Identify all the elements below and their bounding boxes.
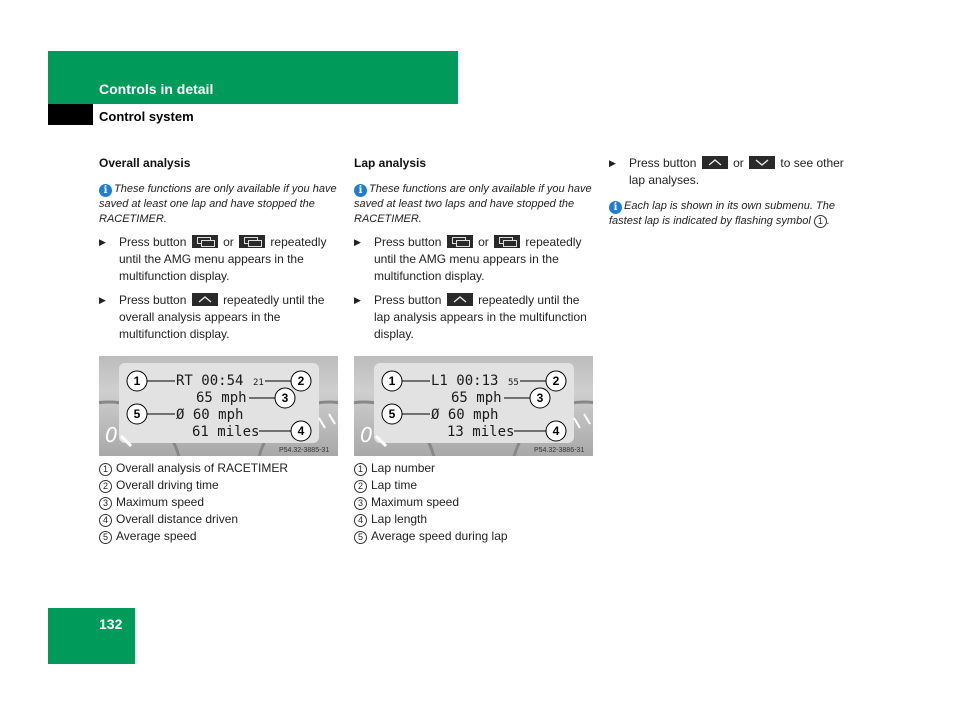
page-button-icon	[239, 235, 265, 248]
svg-text:4: 4	[552, 424, 560, 438]
callout-4	[546, 421, 566, 441]
overall-display-image	[99, 356, 338, 456]
svg-text:1: 1	[133, 374, 141, 388]
callout-5	[382, 404, 402, 424]
up-button-icon	[192, 293, 218, 306]
lap-step-2: ▶ Press button repeatedly until the lap analysis appears in the multifunction display.	[354, 293, 587, 341]
legend-item: 2 Overall driving time	[99, 477, 339, 494]
lcd-line-3: Ø 60 mph	[431, 407, 499, 423]
overall-step-1: ▶ Press button or repeatedly until the AMG menu appears in the multifunction display.	[99, 235, 327, 283]
callout-3	[530, 388, 550, 408]
figure-reference: P54.32-3886-31	[534, 447, 585, 454]
overall-analysis-title: Overall analysis	[99, 156, 191, 170]
figure-reference: P54.32-3885-31	[279, 447, 330, 454]
legend-item: 3 Maximum speed	[99, 494, 339, 511]
up-button-icon	[702, 156, 728, 169]
svg-text:3: 3	[281, 391, 289, 405]
bullet-arrow-icon: ▶	[354, 295, 361, 305]
callout-3	[275, 388, 295, 408]
callout-4	[291, 421, 311, 441]
svg-text:0: 0	[360, 423, 373, 447]
legend-item: 5 Average speed	[99, 528, 339, 545]
overall-step-2: ▶ Press button repeatedly until the overall analysis appears in the multifunction display.	[99, 293, 325, 341]
lcd-line-1-small: 55	[508, 378, 519, 388]
overall-legend	[99, 460, 339, 545]
lcd-line-1-small: 21	[253, 378, 264, 388]
overall-analysis-column	[99, 155, 339, 545]
svg-text:1: 1	[388, 374, 396, 388]
page-button-icon	[192, 235, 218, 248]
callout-5	[127, 404, 147, 424]
legend-item: 1 Overall analysis of RACETIMER	[99, 460, 339, 477]
lap-analysis-title: Lap analysis	[354, 156, 427, 170]
lap-analysis-column	[354, 155, 594, 545]
lcd-line-3: Ø 60 mph	[176, 407, 244, 423]
lcd-line-1: L1 00:13	[431, 373, 499, 389]
lcd-line-4: 61 miles	[192, 424, 260, 440]
lcd-line-2: 65 mph	[196, 390, 247, 406]
down-button-icon	[749, 156, 775, 169]
legend-item: 1 Lap number	[354, 460, 594, 477]
flashing-symbol-callout: 1	[814, 215, 827, 228]
other-laps-column	[609, 155, 851, 236]
legend-item: 2 Lap time	[354, 477, 594, 494]
legend-item: 3 Maximum speed	[354, 494, 594, 511]
subtitle-marker	[48, 104, 93, 125]
lcd-line-4: 13 miles	[447, 424, 515, 440]
legend-item: 5 Average speed during lap	[354, 528, 594, 545]
page-button-icon	[494, 235, 520, 248]
lap-display-image	[354, 356, 593, 456]
bullet-arrow-icon: ▶	[99, 295, 106, 305]
lap-note: i These functions are only available if you have saved at least two laps and have stopped the RACETIMER.	[354, 183, 592, 225]
bullet-arrow-icon: ▶	[99, 237, 106, 247]
callout-2	[546, 371, 566, 391]
callout-1	[127, 371, 147, 391]
svg-text:4: 4	[297, 424, 305, 438]
other-laps-step: ▶ Press button or to see other lap analyses.	[609, 156, 844, 187]
other-laps-note: i Each lap is shown in its own submenu. The fastest lap is indicated by flashing symbol 1 .	[609, 200, 835, 227]
lcd-line-1: RT 00:54	[176, 373, 244, 389]
legend-item: 4 Overall distance driven	[99, 511, 339, 528]
page-subtitle: Control system	[99, 109, 194, 124]
legend-item: 4 Lap length	[354, 511, 594, 528]
lap-legend	[354, 460, 594, 545]
overall-note: i These functions are only available if you have saved at least one lap and have stopped the RACETIMER.	[99, 183, 337, 225]
info-icon: i	[354, 184, 367, 197]
page-number: 132	[99, 616, 123, 632]
svg-text:5: 5	[133, 407, 141, 421]
svg-text:2: 2	[297, 374, 305, 388]
bullet-arrow-icon: ▶	[609, 158, 616, 168]
info-icon: i	[609, 201, 622, 214]
lcd-line-2: 65 mph	[451, 390, 502, 406]
callout-1	[382, 371, 402, 391]
svg-text:2: 2	[552, 374, 560, 388]
info-icon: i	[99, 184, 112, 197]
lap-step-1: ▶ Press button or repeatedly until the AMG menu appears in the multifunction display.	[354, 235, 582, 283]
section-title: Controls in detail	[99, 81, 214, 97]
up-button-icon	[447, 293, 473, 306]
svg-text:0: 0	[105, 423, 118, 447]
callout-2	[291, 371, 311, 391]
bullet-arrow-icon: ▶	[354, 237, 361, 247]
svg-text:5: 5	[388, 407, 396, 421]
page-button-icon	[447, 235, 473, 248]
svg-text:3: 3	[536, 391, 544, 405]
